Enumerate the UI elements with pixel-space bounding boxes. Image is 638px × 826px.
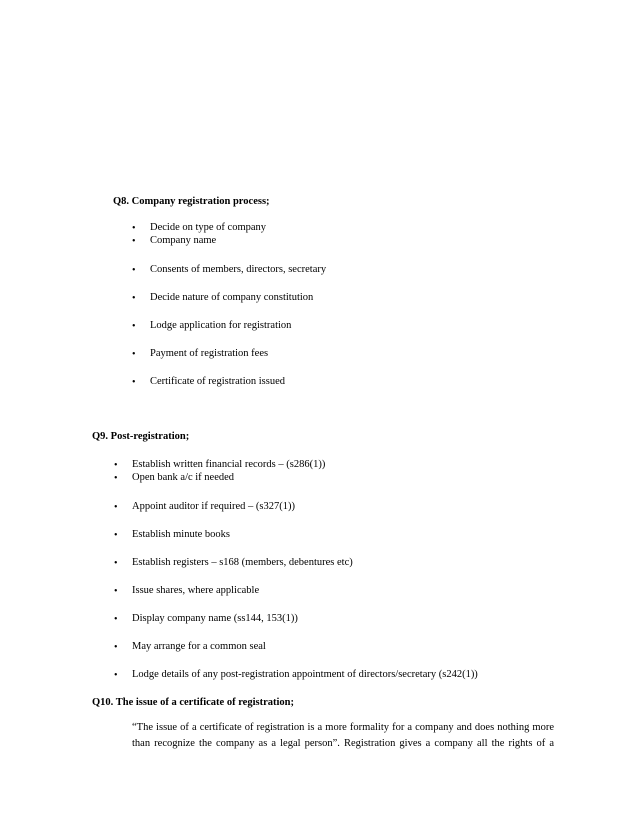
list-item-text: May arrange for a common seal [132,641,266,652]
bullet-icon: • [114,642,118,653]
list-item-text: Consents of members, directors, secretary [150,264,327,275]
bullet-icon: • [132,293,136,304]
paragraph-line: than recognize the company as a legal person”. Registration gives a company all the rights of a [132,738,554,749]
list-item-text: Certificate of registration issued [150,376,285,387]
bullet-icon: • [114,530,118,541]
bullet-icon: • [114,473,118,484]
bullet-icon: • [132,223,136,234]
bullet-icon: • [114,614,118,625]
list-item-text: Decide nature of company constitution [150,292,314,303]
bullet-icon: • [132,321,136,332]
list-item-text: Issue shares, where applicable [132,585,260,596]
list-item-text: Decide on type of company [150,222,267,233]
list-item-text: Payment of registration fees [150,348,269,359]
list-item-text: Open bank a/c if needed [132,472,235,483]
list-item-text: Lodge details of any post-registration appointment of directors/secretary (s242(1)) [132,669,478,680]
bullet-icon: • [114,502,118,513]
list-item-text: Establish registers – s168 (members, debentures etc) [132,557,353,568]
q10-paragraph [132,720,554,752]
bullet-icon: • [114,670,118,681]
bullet-icon: • [132,377,136,388]
list-item-text: Establish written financial records – (s286(1)) [132,459,326,470]
list-item-text: Appoint auditor if required – (s327(1)) [132,501,296,512]
paragraph-line: “The issue of a certificate of registration is a more formality for a company and does nothing more [132,722,554,733]
bullet-icon: • [132,236,136,247]
list-item-text: Lodge application for registration [150,320,292,331]
q10-heading: Q10. The issue of a certificate of registration; [92,697,294,708]
bullet-icon: • [132,265,136,276]
list-item-text: Establish minute books [132,529,230,540]
list-item-text: Display company name (ss144, 153(1)) [132,613,298,624]
list-item-text: Company name [150,235,217,246]
bullet-icon: • [114,460,118,471]
q8-heading: Q8. Company registration process; [113,196,270,207]
bullet-icon: • [114,586,118,597]
bullet-icon: • [114,558,118,569]
q9-heading: Q9. Post-registration; [92,431,190,442]
bullet-icon: • [132,349,136,360]
